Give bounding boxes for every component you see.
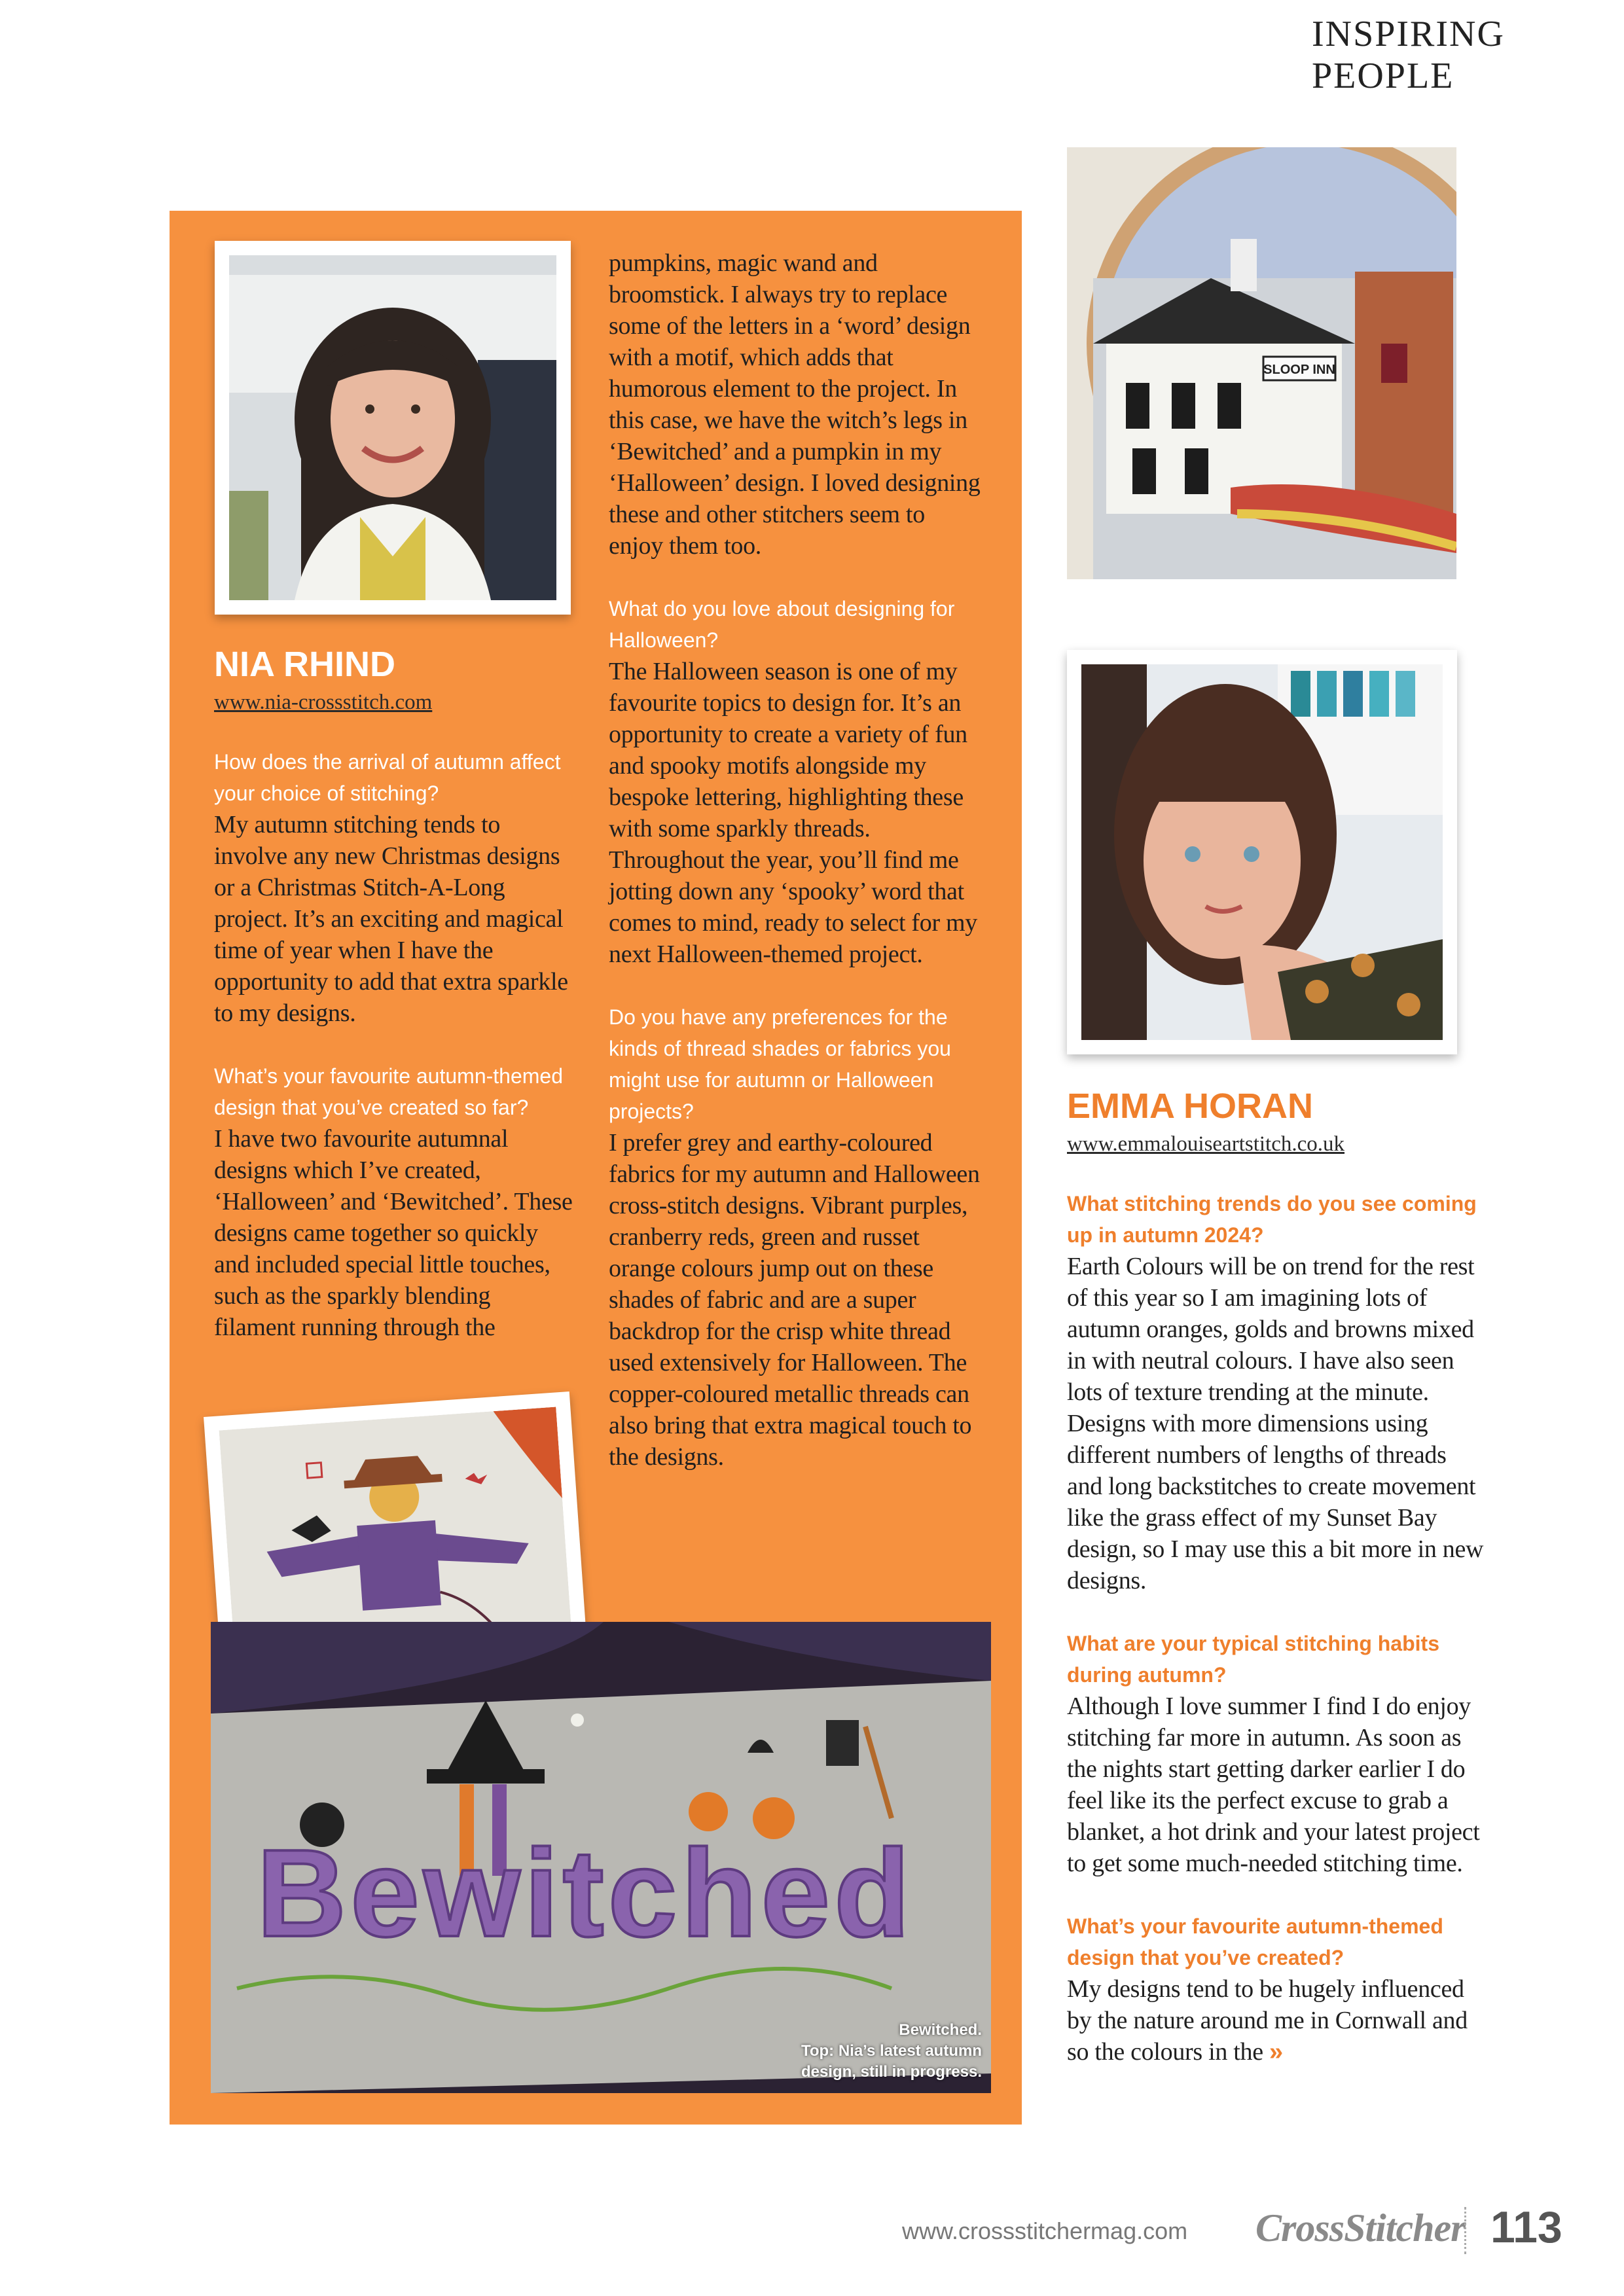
nia-answer-3: The Halloween season is one of my favourite topics to design for. It’s an opportunity to create a variety of fun and spooky motifs alongside my bespoke lettering, highlighting these with some sparkly threads. Throughout the year, you’ll find me jotting down any ‘spooky’ word that comes to mind, ready to select for my next Halloween-themed project. [609, 658, 977, 968]
footer-divider [1464, 2207, 1466, 2254]
bewitched-caption [801, 2020, 982, 2083]
caption-line-1: Bewitched. [899, 2021, 982, 2039]
nia-answer-2: I have two favourite autumnal designs which I’ve created, ‘Halloween’ and ‘Bewitched’. These designs came together so quickly and included special little touches, such as the sparkly blending filament running through the [214, 1125, 573, 1341]
emma-answer-3 [1067, 1973, 1486, 2068]
emma-hoop-photo [1067, 147, 1456, 579]
footer-brand-logo: CrossStitcher [1255, 2206, 1466, 2250]
nia-answer-2-continued: pumpkins, magic wand and broomstick. I always try to replace some of the letters in a ‘word’ design with a motif, which adds that humorous element to the project. In this case, we have the witch’s legs in ‘Bewitched’ and a pumpkin in my ‘Halloween’ design. I loved designing these and other stitchers seem to enjoy them too. [609, 249, 981, 560]
emma-question-1: What stitching trends do you see coming up in autumn 2024? [1067, 1192, 1477, 1247]
caption-line-3: design, still in progress. [801, 2063, 982, 2081]
emma-name: EMMA HORAN [1067, 1086, 1313, 1126]
emma-portrait-photo [1067, 650, 1457, 1054]
emma-column [1067, 1086, 1486, 2068]
section-title: INSPIRING PEOPLE [1312, 14, 1505, 96]
nia-question-3: What do you love about designing for Halloween? [609, 597, 955, 652]
emma-answer-3-text: My designs tend to be hugely influenced by the nature around me in Cornwall and so the colours in the [1067, 1975, 1468, 2066]
nia-column-right [609, 247, 982, 1473]
nia-column-left [214, 645, 574, 1343]
emma-question-3: What’s your favourite autumn-themed design that you’ve created? [1067, 1914, 1443, 1969]
emma-question-2: What are your typical stitching habits during autumn? [1067, 1632, 1439, 1687]
nia-website-link[interactable]: www.nia-crossstitch.com [214, 691, 433, 714]
footer-url[interactable]: www.crossstitchermag.com [902, 2217, 1188, 2244]
nia-name: NIA RHIND [214, 645, 395, 684]
nia-portrait-photo [215, 241, 571, 615]
emma-answer-1: Earth Colours will be on trend for the rest of this year so I am imagining lots of autumn oranges, golds and browns mixed in with neutral colours. I have also seen lots of texture trending at the minute. Designs with more dimensions using different numbers of lengths of threads and long backstitches to create movement like the grass effect of my Sunset Bay design, so I may use this a bit more in new designs. [1067, 1253, 1484, 1594]
emma-answer-2: Although I love summer I find I do enjoy stitching far more in autumn. As soon as the nights start getting darker earlier I do feel like its the perfect excuse to grab a blanket, a hot drink and your latest project to get some much-needed stitching time. [1067, 1693, 1480, 1877]
nia-question-1: How does the arrival of autumn affect your choice of stitching? [214, 750, 561, 805]
nia-answer-1: My autumn stitching tends to involve any new Christmas designs or a Christmas Stitch-A-Long project. It’s an exciting and magical time of year when I have the opportunity to add that extra sparkle to my designs. [214, 811, 568, 1027]
page-number: 113 [1490, 2202, 1562, 2252]
bewitched-stitched-word: Bewitched [257, 1824, 914, 1963]
bewitched-photo [211, 1622, 991, 2093]
caption-line-2: Top: Nia’s latest autumn [801, 2042, 982, 2060]
emma-website-link[interactable]: www.emmalouiseartstitch.co.uk [1067, 1132, 1345, 1156]
nia-question-2: What’s your favourite autumn-themed design that you’ve created so far? [214, 1064, 563, 1119]
continue-arrow-icon: » [1269, 2038, 1283, 2066]
nia-question-4: Do you have any preferences for the kinds of thread shades or fabrics you might use for autumn or Halloween projects? [609, 1005, 951, 1123]
nia-answer-4: I prefer grey and earthy-coloured fabrics for my autumn and Halloween cross-stitch designs. Vibrant purples, cranberry reds, green and russet orange colours jump out on these shades of fabric and are a super backdrop for the crisp white thread used extensively for Halloween. The copper-coloured metallic threads can also bring that extra magical touch to the designs. [609, 1129, 980, 1471]
sloop-inn-sign: SLOOP INN [1263, 363, 1335, 377]
